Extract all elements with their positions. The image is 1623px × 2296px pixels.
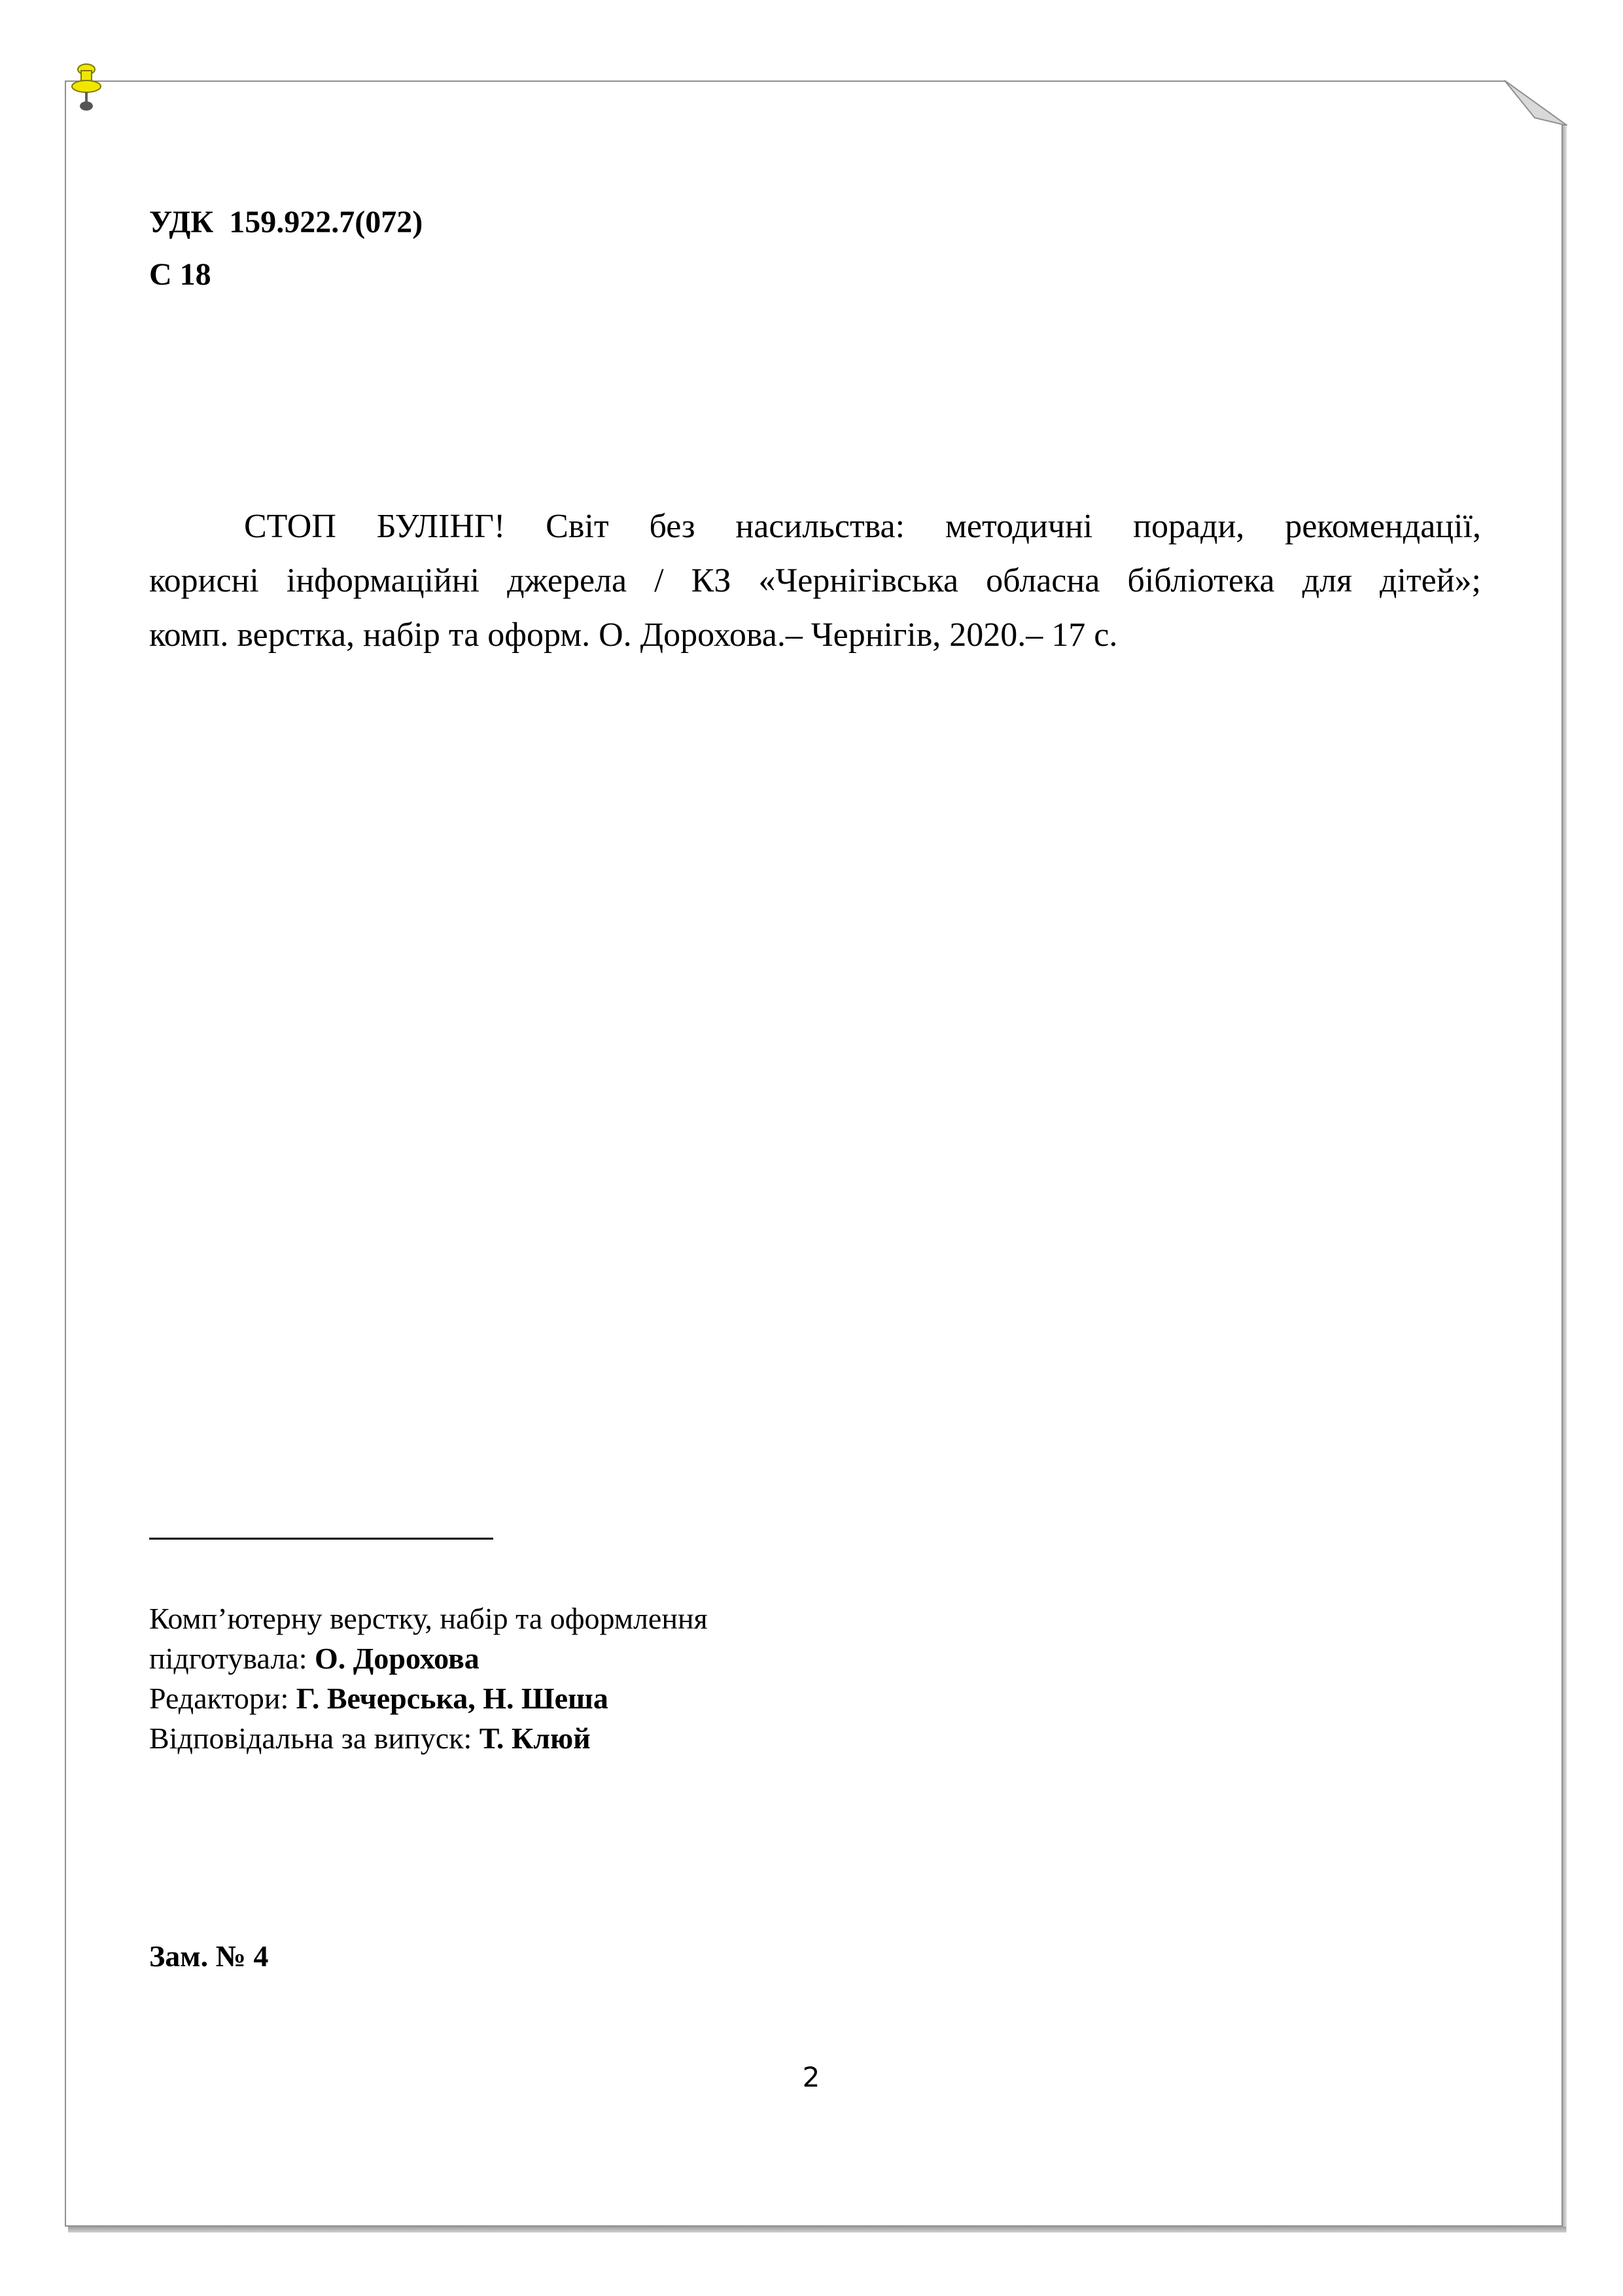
citation-line: СТОП БУЛІНГ! Світ без насильства: методичні поради, рекомендації, <box>244 508 1481 545</box>
credits-responsible-line <box>149 1718 708 1758</box>
responsible-name: Т. Клюй <box>479 1722 591 1755</box>
page-curl-icon <box>1505 79 1567 126</box>
page-number: 2 <box>802 2061 820 2093</box>
credits-block <box>149 1598 708 1758</box>
udk-code: УДК 159.922.7(072) <box>149 205 423 239</box>
classification-code: С 18 <box>149 257 211 292</box>
credits-editors-line <box>149 1678 708 1718</box>
pushpin-icon <box>68 63 105 115</box>
prepared-label: підготувала: <box>149 1642 315 1675</box>
page-shadow-right <box>1563 124 1567 2233</box>
responsible-label: Відповідальна за випуск: <box>149 1722 480 1755</box>
udk-block <box>149 196 423 301</box>
citation-line: корисні інформаційні джерела / КЗ «Чернігівська обласна бібліотека для дітей»; <box>149 562 1481 599</box>
credits-prepared-line <box>149 1638 708 1678</box>
editors-names: Г. Вечерська, Н. Шеша <box>296 1682 608 1715</box>
credits-layout-line: Комп’ютерну верстку, набір та оформлення <box>149 1602 708 1635</box>
footnote-rule <box>149 1538 493 1540</box>
editors-label: Редактори: <box>149 1682 296 1715</box>
document-page <box>65 80 1563 2227</box>
citation-line: комп. верстка, набір та оформ. О. Дорохова.– Чернігів, 2020.– 17 с. <box>149 616 1118 654</box>
prepared-name: О. Дорохова <box>315 1642 480 1675</box>
page-shadow-bottom <box>68 2227 1566 2233</box>
bibliographic-citation <box>149 499 1481 662</box>
order-number: Зам. № 4 <box>149 1939 269 1973</box>
